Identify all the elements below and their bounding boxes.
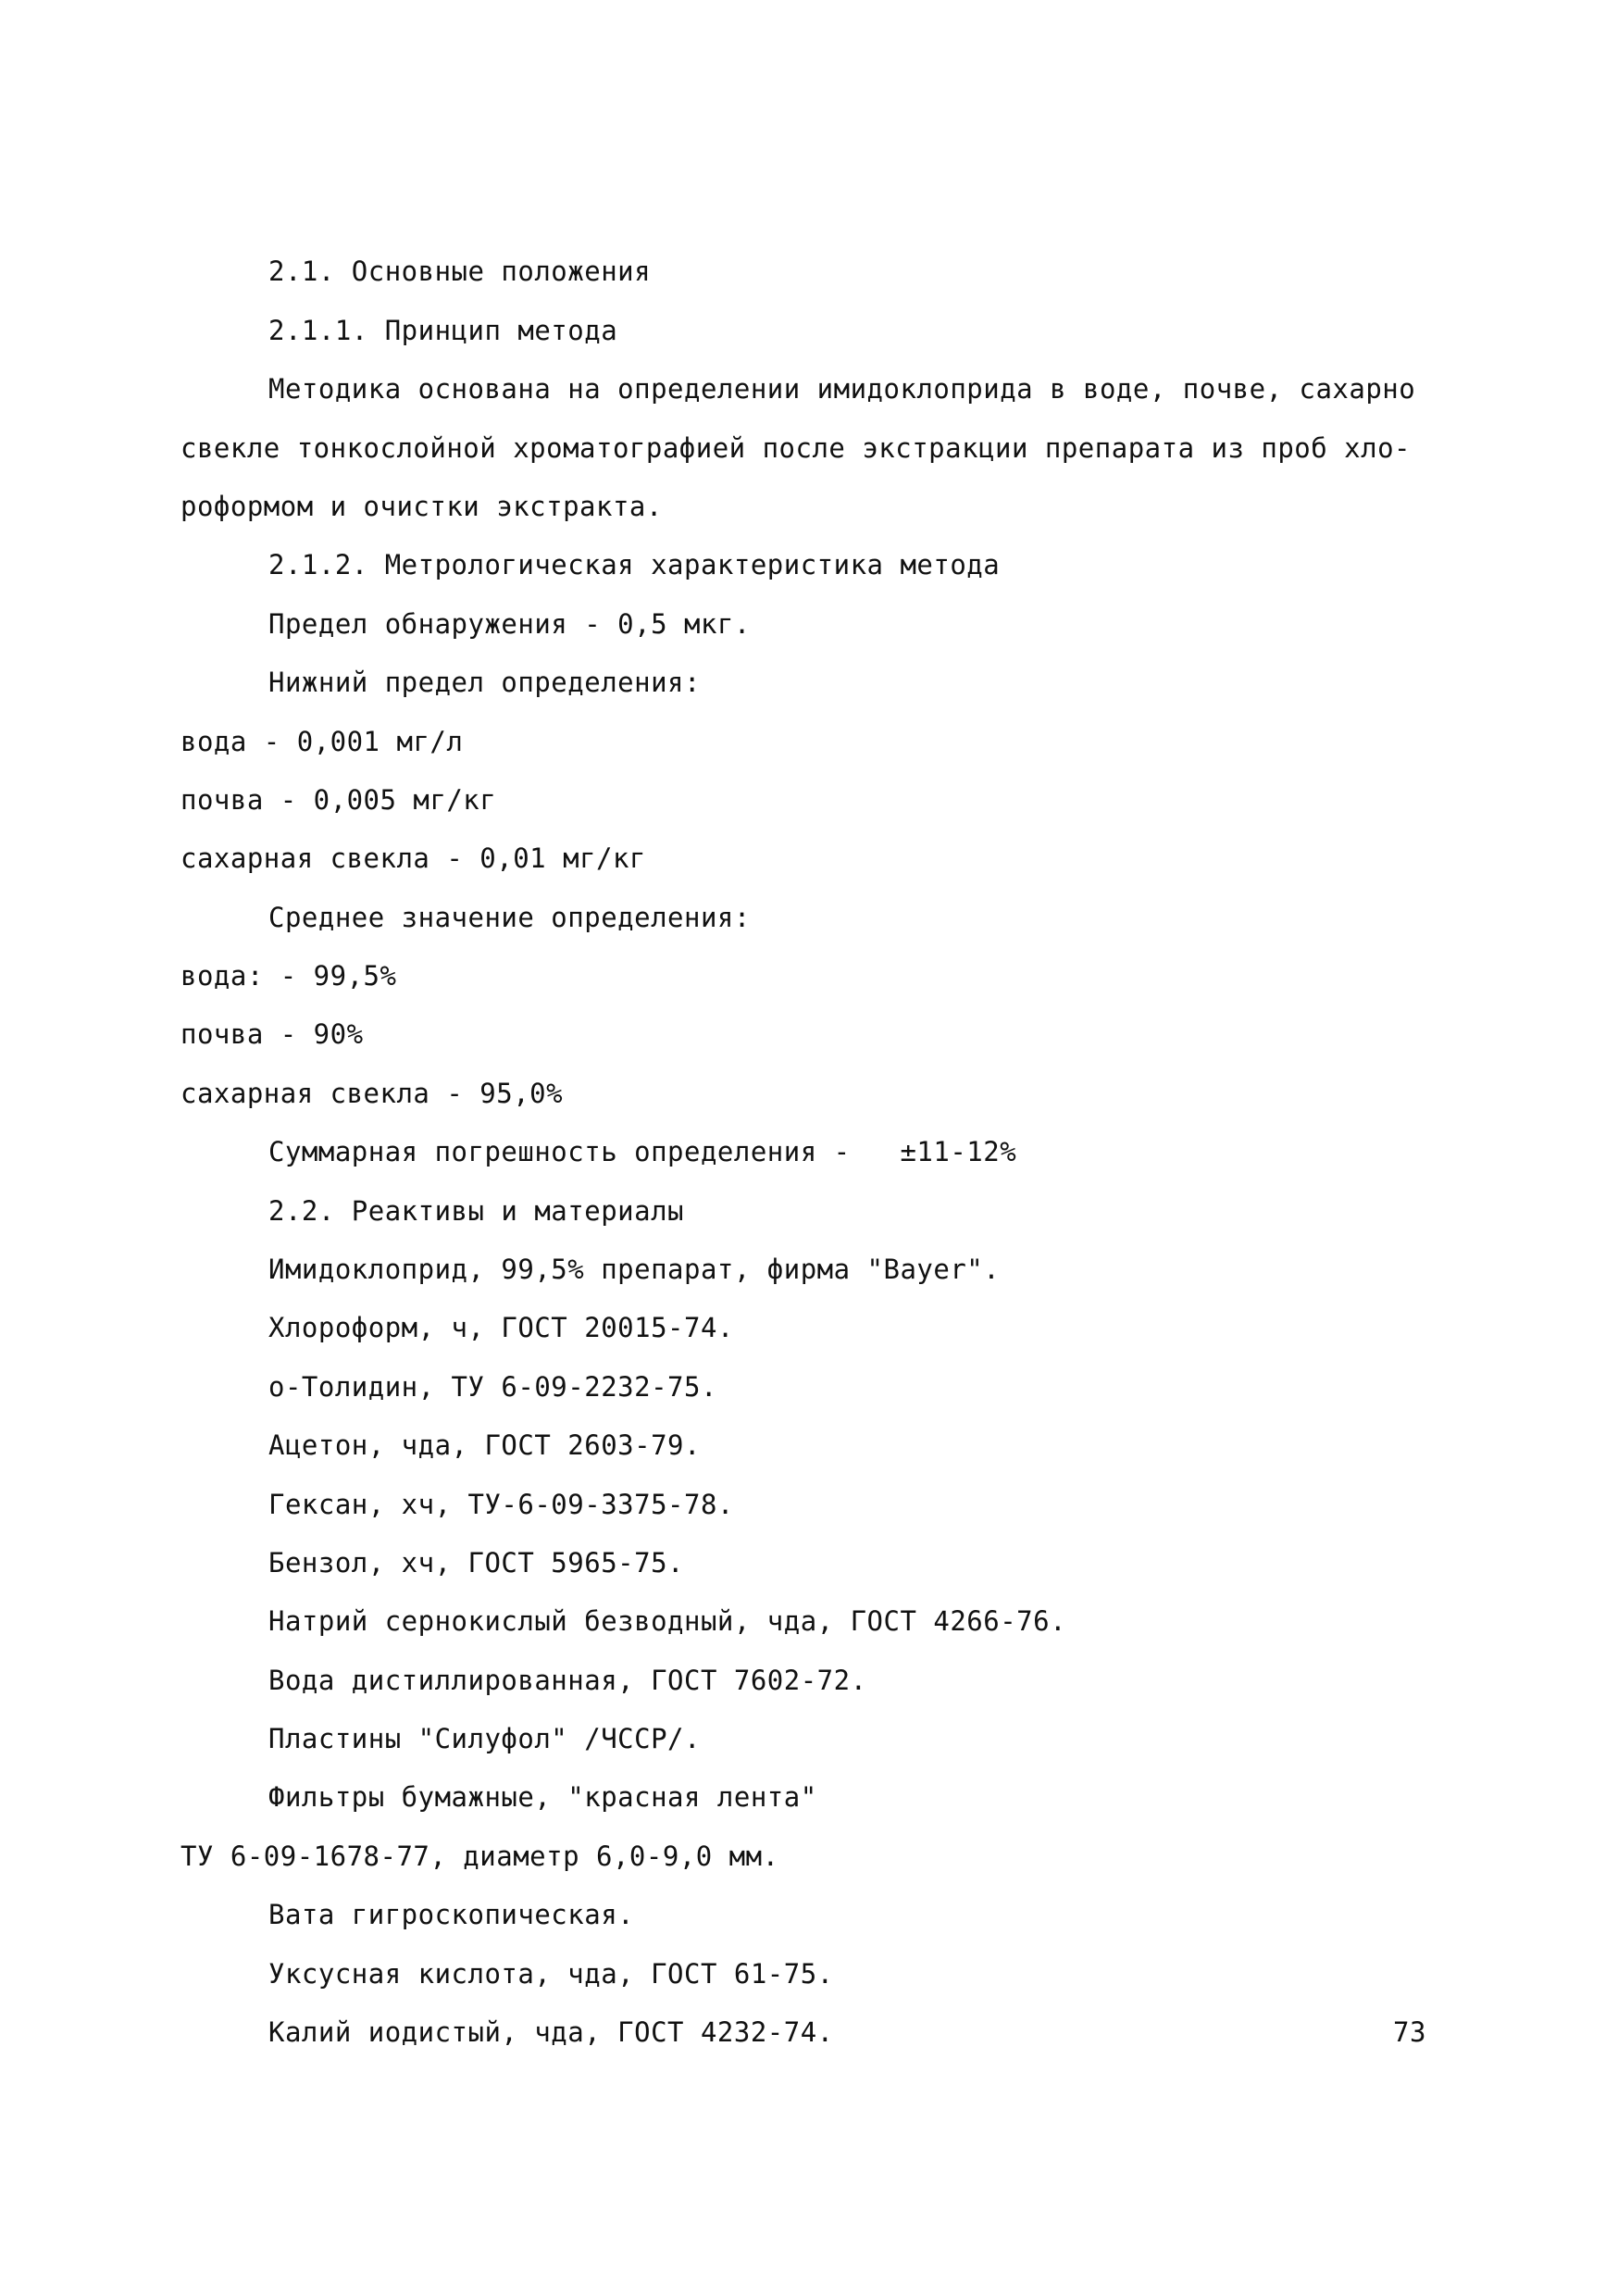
list-item: Гексан, хч, ТУ-6-09-3375-78. [268, 1489, 734, 1520]
list-item: Уксусная кислота, чда, ГОСТ 61-75. [268, 1958, 834, 1990]
paragraph-line: роформом и очистки экстракта. [180, 491, 663, 522]
list-item: вода - 0,001 мг/л [180, 726, 464, 757]
list-item-continuation: ТУ 6-09-1678-77, диаметр 6,0-9,0 мм. [180, 1841, 779, 1872]
list-item: Фильтры бумажные, "красная лента" [268, 1781, 817, 1813]
list-item: сахарная свекла - 0,01 мг/кг [180, 842, 646, 874]
list-item: Вода дистиллированная, ГОСТ 7602-72. [268, 1665, 867, 1696]
text-line: Нижний предел определения: [268, 667, 701, 698]
paragraph-line: свекле тонкослойной хроматографией после экстракции препарата из проб хло- [180, 432, 1412, 464]
list-item: Имидоклоприд, 99,5% препарат, фирма "Bayer". [268, 1254, 1001, 1285]
paragraph-line: Методика основана на определении имидоклоприда в воде, почве, сахарно [268, 373, 1416, 405]
subsection-heading-2-1-1: 2.1.1. Принцип метода [268, 315, 618, 346]
list-item: Вата гигроскопическая. [268, 1899, 635, 1930]
text-line: Предел обнаружения - 0,5 мкг. [268, 608, 751, 640]
list-item: Бензол, хч, ГОСТ 5965-75. [268, 1547, 684, 1578]
text-line: Суммарная погрешность определения - ±11-12% [268, 1136, 1017, 1167]
section-heading-2-2: 2.2. Реактивы и материалы [268, 1195, 684, 1227]
list-item: почва - 0,005 мг/кг [180, 784, 497, 816]
list-item: почва - 90% [180, 1018, 364, 1050]
list-item: Ацетон, чда, ГОСТ 2603-79. [268, 1429, 701, 1461]
list-item: о-Толидин, ТУ 6-09-2232-75. [268, 1371, 717, 1403]
section-heading-2-1: 2.1. Основные положения [268, 256, 652, 287]
list-item: Калий иодистый, чда, ГОСТ 4232-74. [268, 2016, 834, 2048]
list-item: Хлороформ, ч, ГОСТ 20015-74. [268, 1312, 734, 1343]
list-item: вода: - 99,5% [180, 960, 397, 992]
list-item: Пластины "Силуфол" /ЧССР/. [268, 1723, 701, 1754]
list-item: сахарная свекла - 95,0% [180, 1078, 564, 1109]
page-number: 73 [1393, 2016, 1426, 2048]
subsection-heading-2-1-2: 2.1.2. Метрологическая характеристика метода [268, 549, 1001, 580]
list-item: Натрий сернокислый безводный, чда, ГОСТ 4266-76. [268, 1605, 1067, 1637]
text-line: Среднее значение определения: [268, 902, 751, 933]
